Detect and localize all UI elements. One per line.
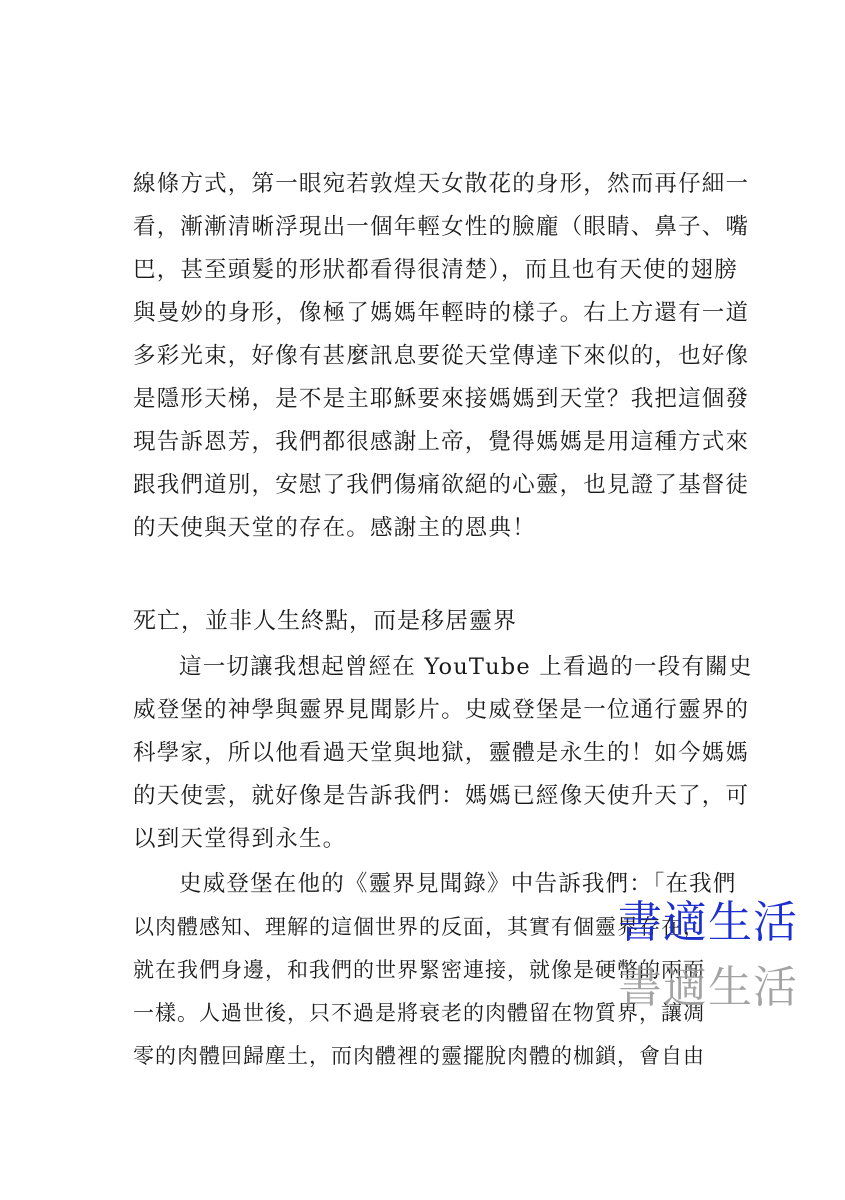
watermark-secondary: 書適生活 (618, 962, 798, 1013)
text-line: 科學家，所以他看過天堂與地獄，靈體是永生的！如今媽媽 (133, 740, 750, 766)
paragraph-angel-cloud (133, 163, 750, 550)
text-line: 以到天堂得到永生。 (133, 826, 347, 852)
text-line: 史威登堡在他的《靈界見聞錄》中告訴我們：「在我們 (179, 871, 737, 897)
text-line: 與曼妙的身形，像極了媽媽年輕時的樣子。右上方還有一道 (133, 300, 750, 326)
section-heading: 死亡，並非人生終點，而是移居靈界 (133, 608, 517, 634)
text-line: 巴，甚至頭髮的形狀都看得很清楚），而且也有天使的翅膀 (133, 257, 738, 283)
text-line: 現告訴恩芳，我們都很感謝上帝，覺得媽媽是用這種方式來 (133, 429, 750, 455)
text-line: 看，漸漸清晰浮現出一個年輕女性的臉龐（眼睛、鼻子、嘴 (133, 214, 750, 240)
text-line: 威登堡的神學與靈界見聞影片。史威登堡是一位通行靈界的 (133, 697, 750, 723)
text-line: 跟我們道別，安慰了我們傷痛欲絕的心靈，也見證了基督徒 (133, 472, 750, 498)
quote-line: 零的肉體回歸塵土，而肉體裡的靈擺脫肉體的枷鎖，會自由 (133, 1044, 705, 1068)
text-line: 這一切讓我想起曾經在 YouTube 上看過的一段有關史 (179, 654, 753, 680)
quote-line: 以肉體感知、理解的這個世界的反面，其實有個靈界存在， (133, 915, 705, 939)
text-line: 多彩光束，好像有甚麼訊息要從天堂傳達下來似的，也好像 (133, 343, 750, 369)
text-line: 是隱形天梯，是不是主耶穌要來接媽媽到天堂？我把這個發 (133, 386, 750, 412)
quote-line: 就在我們身邊，和我們的世界緊密連接，就像是硬幣的兩面 (133, 958, 705, 982)
text-line: 的天使雲，就好像是告訴我們：媽媽已經像天使升天了，可 (133, 783, 750, 809)
text-line: 線條方式，第一眼宛若敦煌天女散花的身形，然而再仔細一 (133, 171, 750, 197)
watermark-primary: 書適生活 (618, 897, 798, 948)
quote-line: 一樣。人過世後，只不過是將衰老的肉體留在物質界，讓凋 (133, 1001, 705, 1025)
text-line: 的天使與天堂的存在。感謝主的恩典！ (133, 515, 536, 541)
paragraph-swedenborg-video (133, 646, 753, 861)
